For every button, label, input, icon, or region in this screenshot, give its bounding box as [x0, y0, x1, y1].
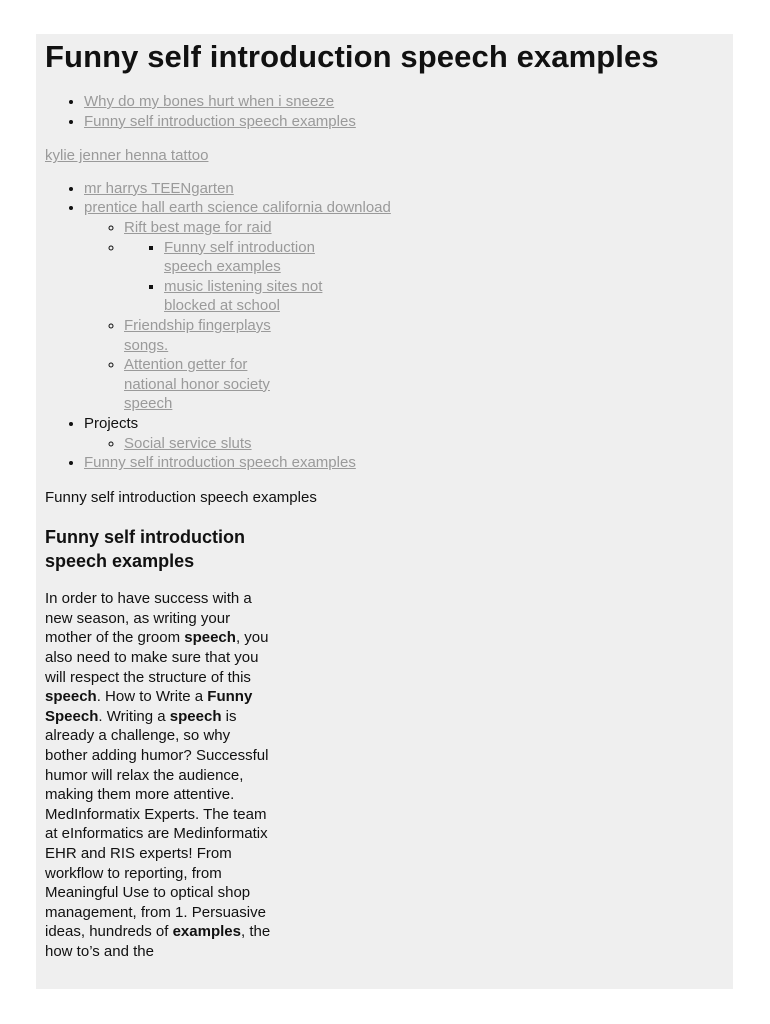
body-bold: examples	[172, 923, 241, 941]
link-social-service[interactable]: Social service sluts	[124, 434, 252, 452]
link-earth-science[interactable]: prentice hall earth science california download	[84, 199, 391, 217]
body-text: , you also need to make sure that you will respect the structure of this	[45, 629, 269, 686]
link-fingerplays[interactable]: Friendship fingerplays songs.	[124, 316, 271, 354]
link-attention-getter[interactable]: Attention getter for national honor society speech	[124, 356, 270, 413]
body-bold: Funny Speech	[45, 688, 253, 725]
body-bold: speech	[169, 707, 222, 725]
body-bold: speech	[45, 688, 97, 706]
sub-list	[84, 218, 733, 414]
body-text: In order to have success with a new season, as writing your mother of the groom	[45, 590, 252, 647]
link-funny-intro-bottom[interactable]: Funny self introduction speech examples	[84, 454, 356, 472]
body-text: . How to Write a	[96, 688, 208, 706]
page-container	[36, 34, 733, 989]
top-links-list	[45, 92, 733, 131]
list-item	[124, 434, 733, 454]
body-bold: speech	[184, 629, 236, 647]
list-item	[84, 92, 733, 112]
nav-list	[45, 179, 733, 473]
list-item	[84, 453, 733, 473]
projects-label: Projects	[84, 414, 139, 432]
sub-sub-list	[124, 238, 364, 316]
list-item	[164, 277, 364, 316]
list-item	[124, 238, 733, 316]
link-bones-sneeze[interactable]: Why do my bones hurt when i sneeze	[84, 93, 335, 110]
link-music-sites[interactable]: music listening sites not blocked at school	[164, 277, 323, 315]
body-text: , the how to’s and the	[45, 923, 271, 960]
list-item	[124, 316, 284, 355]
link-harrys[interactable]: mr harrys TEENgarten	[84, 179, 234, 197]
link-funny-intro[interactable]: Funny self introduction speech examples	[84, 112, 356, 130]
body-text: is already a challenge, so why bother adding humor? Successful humor will relax the audience, making them more attentive. MedInformatix Experts. The team at eInformatics are Medinformatix EHR and RIS experts! From workflow to reporting, from Meaningful Use to optical shop management, from 1. Persuasive ideas, hundreds of	[45, 707, 269, 941]
plain-text-line: Funny self introduction speech examples	[45, 488, 317, 506]
body-text: . Writing a	[98, 707, 170, 725]
list-item	[84, 112, 733, 132]
sub-list	[84, 434, 733, 454]
link-rift-mage[interactable]: Rift best mage for raid	[124, 218, 272, 236]
section-heading: Funny self introduction speech examples	[45, 527, 245, 572]
list-item	[84, 179, 733, 199]
list-item	[84, 414, 733, 453]
list-item	[124, 218, 733, 238]
link-funny-intro-nested[interactable]: Funny self introduction speech examples	[164, 238, 315, 276]
list-item	[124, 355, 284, 414]
list-item	[84, 198, 733, 414]
article-body	[45, 589, 273, 961]
link-kylie-tattoo[interactable]: kylie jenner henna tattoo	[45, 147, 209, 165]
list-item	[164, 238, 364, 277]
page-title: Funny self introduction speech examples	[45, 39, 659, 74]
